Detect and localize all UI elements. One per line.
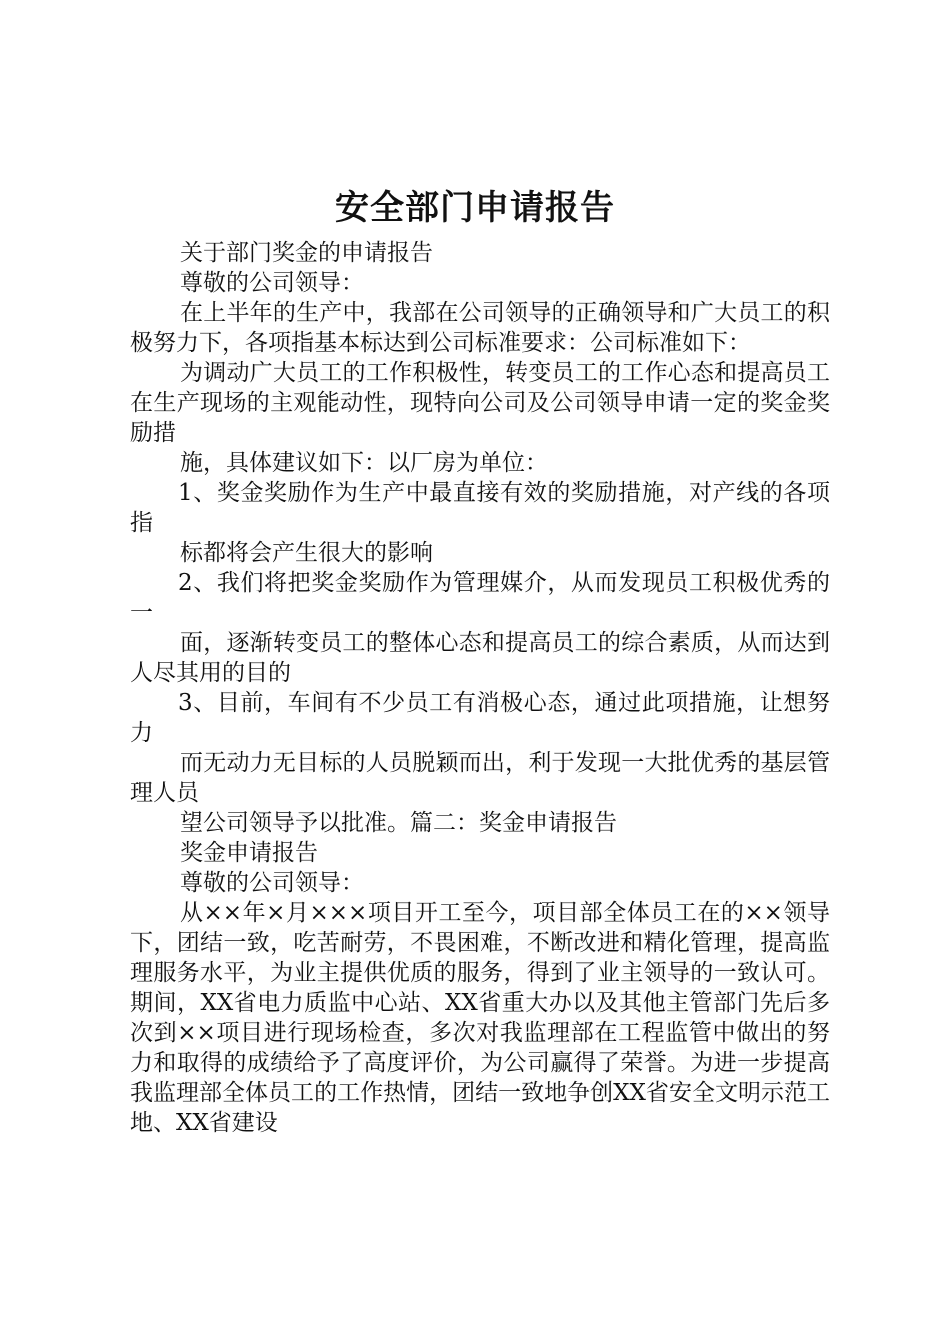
paragraph: 2、我们将把奖金奖励作为管理媒介，从而发现员工积极优秀的一 — [130, 570, 830, 626]
paragraph: 尊敬的公司领导： — [180, 870, 364, 896]
document-body — [130, 238, 830, 1138]
document-title: 安全部门申请报告 — [335, 188, 615, 228]
paragraph: 尊敬的公司领导： — [180, 270, 364, 296]
paragraph: 1、奖金奖励作为生产中最直接有效的奖励措施，对产线的各项指 — [130, 480, 830, 536]
paragraph: 在上半年的生产中，我部在公司领导的正确领导和广大员工的积极努力下，各项指基本标达到公司标准要求：公司标准如下： — [130, 300, 830, 356]
paragraph: 而无动力无目标的人员脱颖而出，利于发现一大批优秀的基层管理人员 — [130, 750, 830, 806]
paragraph: 面，逐渐转变员工的整体心态和提高员工的综合素质，从而达到人尽其用的目的 — [130, 630, 830, 686]
paragraph: 施，具体建议如下：以厂房为单位： — [180, 450, 548, 476]
paragraph: 为调动广大员工的工作积极性，转变员工的工作心态和提高员工在生产现场的主观能动性，现特向公司及公司领导申请一定的奖金奖励措 — [130, 360, 830, 446]
paragraph: 奖金申请报告 — [180, 840, 318, 866]
paragraph: 关于部门奖金的申请报告 — [180, 240, 433, 266]
paragraph: 从××年×月×××项目开工至今，项目部全体员工在的××领导下，团结一致，吃苦耐劳，不畏困难，不断改进和精化管理，提高监理服务水平，为业主提供优质的服务，得到了业主领导的一致认可。期间，XX省电力质监中心站、XX省重大办以及其他主管部门先后多次到××项目进行现场检查，多次对我监理部在工程监管中做出的努力和取得的成绩给予了高度评价，为公司赢得了荣誉。为进一步提高我监理部全体员工的工作热情，团结一致地争创XX省安全文明示范工地、XX省建设 — [130, 900, 830, 1136]
paragraph: 标都将会产生很大的影响 — [180, 540, 433, 566]
paragraph: 望公司领导予以批准。篇二：奖金申请报告 — [180, 810, 617, 836]
paragraph: 3、目前，车间有不少员工有消极心态，通过此项措施，让想努力 — [130, 690, 830, 746]
